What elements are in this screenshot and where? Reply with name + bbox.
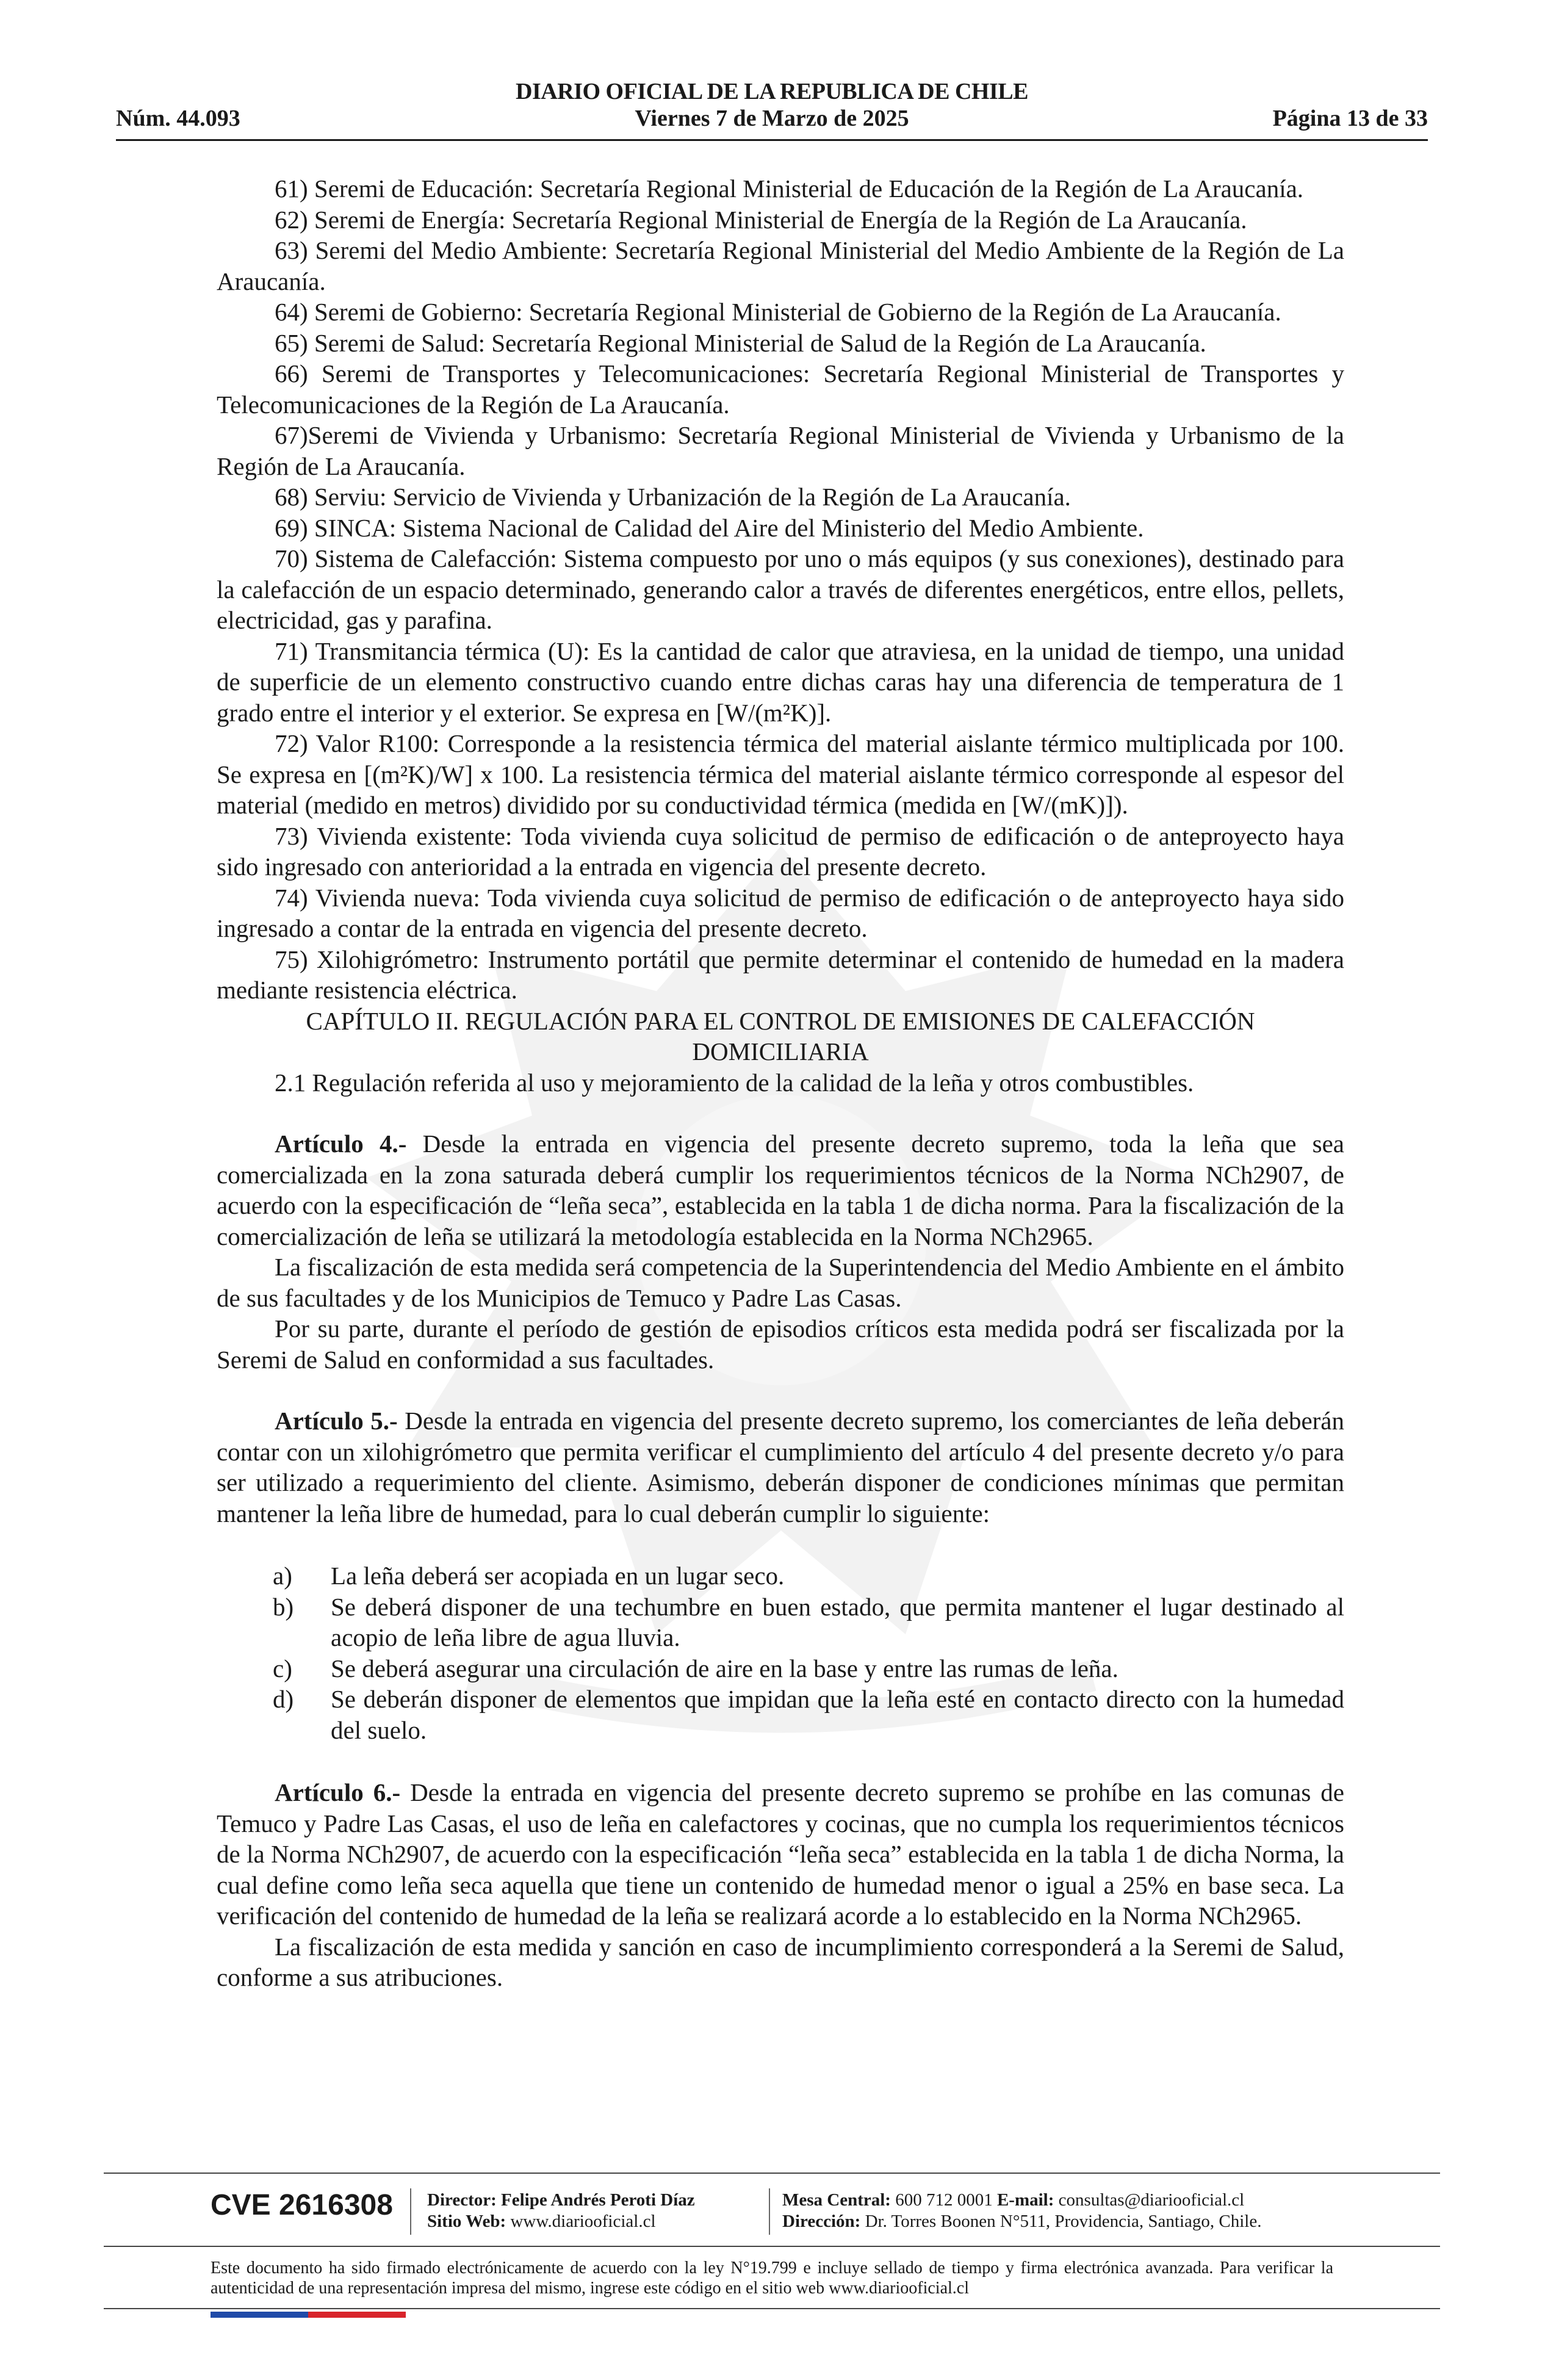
list-item-text: Se deberá asegurar una circulación de aire en la base y entre las rumas de leña. — [331, 1654, 1118, 1682]
definition-item: 75) Xilohigrómetro: Instrumento portátil que permite determinar el contenido de humedad en la madera mediante resistencia eléctrica. — [217, 945, 1344, 1004]
definition-item: 65) Seremi de Salud: Secretaría Regional Ministerial de Salud de la Región de La Araucanía. — [275, 328, 1206, 357]
flag-blue-segment — [211, 2312, 308, 2318]
director-label: Director: — [427, 2190, 497, 2210]
website-label: Sitio Web: — [427, 2212, 506, 2231]
director-name: Felipe Andrés Peroti Díaz — [501, 2190, 695, 2210]
address-label: Dirección: — [782, 2212, 861, 2231]
article-4-p3: Por su parte, durante el período de gestión de episodios críticos esta medida podrá ser fiscalizada por la Seremi de Salud en conformidad a sus facultades. — [217, 1314, 1344, 1374]
page-number: Página 13 de 33 — [1272, 106, 1428, 131]
phone-number: 600 712 0001 — [895, 2190, 993, 2210]
article-4-p2: La fiscalización de esta medida será competencia de la Superintendencia del Medio Ambiente en el ámbito de sus facultades y de los Municipios de Temuco y Padre Las Casas. — [217, 1253, 1344, 1312]
definition-item: 68) Serviu: Servicio de Vivienda y Urbanización de la Región de La Araucanía. — [275, 483, 1071, 511]
footer-top-rule — [104, 2173, 1440, 2174]
article-4-label: Artículo 4.- — [275, 1130, 407, 1158]
list-item-label: a) — [273, 1562, 292, 1590]
definition-item: 62) Seremi de Energía: Secretaría Regional Ministerial de Energía de la Región de La Araucanía. — [275, 205, 1247, 234]
legal-notice: Este documento ha sido firmado electrónicamente de acuerdo con la ley N°19.799 e incluye sellado de tiempo y firma electrónica avanzada. Para verificar la autenticidad de una representación impresa del mismo, ingrese este código en el sitio web www.diariooficial.cl — [211, 2259, 1333, 2298]
flag-red-segment — [308, 2312, 406, 2318]
list-item-text: Se deberán disponer de elementos que impidan que la leña esté en contacto directo con la humedad del suelo. — [331, 1685, 1344, 1744]
list-item — [217, 1592, 1344, 1653]
header-rule — [116, 139, 1428, 141]
article-5-label: Artículo 5.- — [275, 1407, 398, 1435]
list-item — [217, 1684, 1344, 1745]
article-6-label: Artículo 6.- — [275, 1778, 401, 1806]
email-link[interactable]: consultas@diariooficial.cl — [1058, 2190, 1245, 2210]
definition-item: 74) Vivienda nueva: Toda vivienda cuya solicitud de permiso de edificación o de anteproyecto haya sido ingresado a contar de la entrada en vigencia del presente decreto. — [217, 883, 1344, 942]
definition-item: 67)Seremi de Vivienda y Urbanismo: Secretaría Regional Ministerial de Vivienda y Urbanismo de la Región de La Araucanía. — [217, 421, 1344, 480]
article-5-text: Desde la entrada en vigencia del presente decreto supremo, los comerciantes de leña deberán contar con un xilohigrómetro que permita verificar el cumplimiento del artículo 4 del presente decreto y/o para ser utilizado a requerimiento del cliente. Asimismo, deberán disponer de condiciones mínimas que permitan mantener la leña libre de humedad, para lo cual deberán cumplir lo siguiente: — [217, 1407, 1344, 1527]
article-4-text: Desde la entrada en vigencia del presente decreto supremo, toda la leña que sea comercializada en la zona saturada deberá cumplir los requerimientos técnicos de la Norma NCh2907, de acuerdo con la especificación de “leña seca”, establecida en la tabla 1 de dicha norma. Para la fiscalización de la comercialización de leña se utilizará la metodología establecida en la Norma NCh2965. — [217, 1130, 1344, 1250]
section-heading: 2.1 Regulación referida al uso y mejoramiento de la calidad de la leña y otros combustibles. — [275, 1068, 1194, 1097]
definition-item: 72) Valor R100: Corresponde a la resistencia térmica del material aislante térmico multiplicada por 100. Se expresa en [(m²K)/W] x 100. La resistencia térmica del material aislante térmico corresponde al espesor del material (medido en metros) dividido por su conductividad térmica (medida en [W/(mK)]). — [217, 729, 1344, 819]
definition-item: 71) Transmitancia térmica (U): Es la cantidad de calor que atraviesa, en la unidad de tiempo, una unidad de superficie de un elemento constructivo cuando entre dichas caras hay una diferencia de temperatura de 1 grado entre el interior y el exterior. Se expresa en [W/(m²K)]. — [217, 636, 1344, 727]
definition-item: 61) Seremi de Educación: Secretaría Regional Ministerial de Educación de la Región de La Araucanía. — [275, 175, 1304, 203]
page-header — [116, 73, 1428, 146]
footer-mid-rule — [104, 2246, 1440, 2247]
footer-divider — [410, 2188, 411, 2235]
article-5-p1 — [217, 1405, 1344, 1529]
list-item — [217, 1560, 1344, 1592]
list-item-label: c) — [273, 1654, 292, 1682]
footer-director-block — [427, 2190, 695, 2232]
article-5-list — [217, 1560, 1344, 1745]
cve-code: CVE 2616308 — [211, 2189, 393, 2221]
definition-item: 73) Vivienda existente: Toda vivienda cuya solicitud de permiso de edificación o de anteproyecto haya sido ingresado con anterioridad a la entrada en vigencia del presente decreto. — [217, 821, 1344, 881]
article-6-p2: La fiscalización de esta medida y sanción en caso de incumplimiento corresponderá a la Seremi de Salud, conforme a sus atribuciones. — [217, 1932, 1344, 1991]
definition-item: 70) Sistema de Calefacción: Sistema compuesto por uno o más equipos (y sus conexiones), destinado para la calefacción de un espacio determinado, generando calor a través de diferentes energéticos, entre ellos, pellets, electricidad, gas y parafina. — [217, 544, 1344, 634]
footer-contact-block — [782, 2190, 1261, 2232]
list-item-text: La leña deberá ser acopiada en un lugar seco. — [331, 1562, 785, 1590]
definition-item: 63) Seremi del Medio Ambiente: Secretaría Regional Ministerial del Medio Ambiente de la Región de La Araucanía. — [217, 236, 1344, 295]
list-item-label: d) — [273, 1685, 294, 1713]
issue-date: Viernes 7 de Marzo de 2025 — [635, 106, 909, 131]
email-label: E-mail: — [996, 2190, 1054, 2210]
document-body — [217, 173, 1344, 1993]
article-4-p1 — [217, 1128, 1344, 1252]
definitions-list — [217, 173, 1344, 1006]
list-item-label: b) — [273, 1592, 294, 1621]
definition-item: 64) Seremi de Gobierno: Secretaría Regional Ministerial de Gobierno de la Región de La Araucanía. — [275, 298, 1281, 326]
article-6-p1 — [217, 1777, 1344, 1931]
website-link[interactable]: www.diariooficial.cl — [510, 2212, 656, 2231]
list-item — [217, 1653, 1344, 1684]
issue-number: Núm. 44.093 — [116, 106, 240, 131]
phone-label: Mesa Central: — [782, 2190, 891, 2210]
footer-bottom-rule — [104, 2308, 1440, 2309]
definition-item: 69) SINCA: Sistema Nacional de Calidad del Aire del Ministerio del Medio Ambiente. — [275, 513, 1144, 542]
definition-item: 66) Seremi de Transportes y Telecomunicaciones: Secretaría Regional Ministerial de Transportes y Telecomunicaciones de la Región de La Araucanía. — [217, 359, 1344, 419]
publication-title: DIARIO OFICIAL DE LA REPUBLICA DE CHILE — [516, 79, 1028, 104]
article-6-text: Desde la entrada en vigencia del presente decreto supremo se prohíbe en las comunas de Temuco y Padre Las Casas, el uso de leña en calefactores y cocinas, que no cumpla los requerimientos técnicos de la Norma NCh2907, de acuerdo con la especificación “leña seca” establecida en la tabla 1 de dicha Norma, la cual define como leña seca aquella que tiene un contenido de humedad menor o igual a 25% en base seca. La verificación del contenido de humedad de la leña se realizará acorde a lo establecido en la Norma NCh2965. — [217, 1778, 1344, 1930]
address-text: Dr. Torres Boonen N°511, Providencia, Santiago, Chile. — [865, 2212, 1262, 2231]
chile-flag-stripe — [211, 2312, 406, 2318]
list-item-text: Se deberá disponer de una techumbre en buen estado, que permita mantener el lugar destinado al acopio de leña libre de agua lluvia. — [331, 1592, 1344, 1651]
page-footer — [104, 2173, 1440, 2325]
footer-divider — [769, 2188, 770, 2235]
chapter-title: CAPÍTULO II. REGULACIÓN PARA EL CONTROL DE EMISIONES DE CALEFACCIÓN DOMICILIARIA — [306, 1006, 1255, 1066]
